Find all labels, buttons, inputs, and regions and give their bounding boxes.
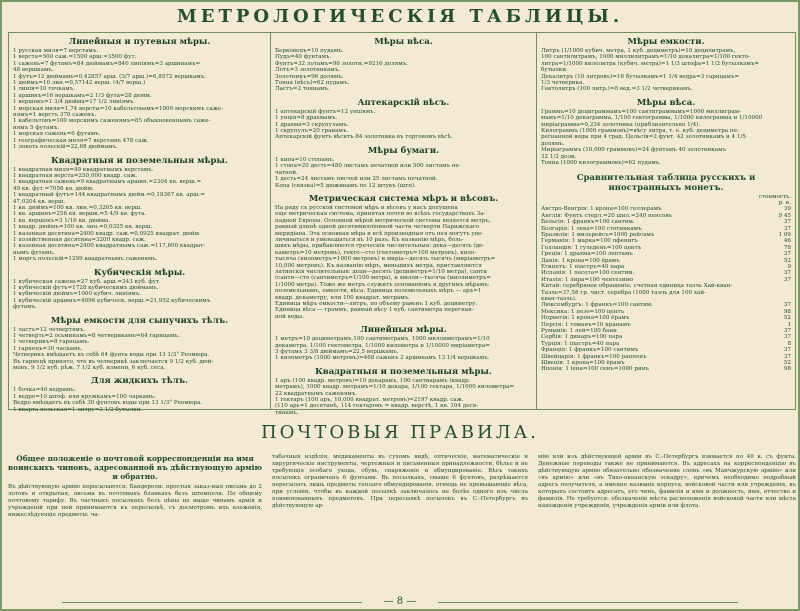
table-line: Граммъ=10 дециграммамъ=100 сантиграммамъ=1000 миллиграм-: [541, 108, 741, 115]
table-line: 1 кипа=10 стопамъ.: [275, 156, 335, 163]
table-line: 1 локоть польскій=22,68 дюймамъ.: [13, 144, 118, 151]
table-line: 1 стопа=20 десть=480 листамъ печатной или 500 листамъ не-: [275, 163, 461, 170]
table-line: 1 километръ (1000 метровъ)=468 саженъ 2 аршинамъ 13 1/4 вершкамъ.: [275, 355, 490, 362]
coin-value: 8: [787, 340, 791, 347]
postal-text-1: Въ дѣйствующую армію пересылаются: Бандероли: простыя заказ-ныя письма до 2 лотовъ и открытыя, письма въ почтовыхъ бланкахъ безъ штемпеля. По общему почтовому тарифу. Въ частныхъ посылкахъ безъ цѣны не выше чинамъ армія и учрежденій при ней принимаются къ пересылкѣ, съ досмотромъ ихъ вложенія, нижеслѣдующіе предметы: ча-: [8, 484, 262, 518]
coins-table-title: Сравнительная таблица русскихъ и иностранныхъ монетъ.: [576, 172, 756, 193]
table-line: чатной.: [275, 169, 298, 176]
table-line: Копа (связка)=5 дюжинамъ по 12 штукъ (штп).: [275, 182, 416, 189]
coin-label: Бельгія: 1 франкъ=100 сантим.: [541, 219, 635, 226]
section-title: Квадратныя и поземельныя мѣры.: [51, 155, 228, 166]
coin-value: 37: [783, 270, 791, 277]
table-line: 1 квадр. дюймъ=100 кв. лин.=0,0325 кв. верш.: [13, 224, 153, 231]
table-line: 1 гектаръ (100 аръ, 10,000 квадрат. метровъ)=2197 квадр. саж.: [275, 397, 464, 404]
table-line: падной Европы. Основной мѣрой метрической системы является метръ,: [275, 217, 491, 224]
coin-label: Франція: 1 франкъ=100 сантимъ: [541, 347, 639, 354]
section-title: Мѣры вѣса.: [636, 97, 696, 108]
coin-value: 37: [783, 328, 791, 335]
coin-label: Италія: 1 лира=100 чентезимо: [541, 276, 634, 283]
table-line: мовъ, 9 1/2 куб. рѣж. 7 1/2 куб. изменн, 6 куб. сеса.: [13, 365, 166, 372]
section-title: Кубическія мѣры.: [93, 267, 186, 278]
section-title: Метрическая система мѣръ и вѣсовъ.: [308, 193, 499, 204]
postal-rules-section: [8, 414, 796, 591]
table-line: (санти—сто (сантиметръ=1/100 метра), и милли—тысяча (миллиметръ=: [275, 275, 491, 282]
table-line: 1 кубическій дюймъ=1000 кубич. линіямъ.: [13, 291, 141, 298]
table-line: 1 географическая миля=7 верстамъ 478 саж.: [13, 137, 149, 144]
column-linear-measures: [9, 33, 271, 413]
postal-column-2: [272, 454, 528, 591]
table-line: 1 вершокъ=1 3/4 дюйма=17 1/2 линіямъ.: [13, 99, 135, 106]
table-line: 1 четверикъ=8 гарнцамъ.: [13, 339, 90, 346]
coin-value: 39: [783, 206, 791, 213]
table-line: 1 квадратная миля=49 квадратнымъ верстамъ.: [13, 166, 154, 173]
table-line: Литръ (1/1000 кубич. метра, 1 куб. дециметръ)=10 децилитрамъ,: [541, 48, 736, 54]
table-line: Въ гарнецѣ принято, что въ четверикѣ заключается 9 1/2 куб. дюй-: [13, 358, 214, 365]
table-line: 1 ведро=10 штоф. или кружкамъ=100 чаркамъ.: [13, 393, 156, 400]
section-title: Квадратныя и поземельныя мѣры.: [315, 366, 492, 377]
table-line: 1 бочка=40 ведрамъ.: [13, 387, 76, 394]
section-title: Линейныя мѣры.: [360, 325, 447, 336]
coin-value: 9: [787, 263, 791, 270]
coin-value: 37: [783, 334, 791, 341]
table-line: 1 квадратная верста=250,000 квадр. саж.: [13, 172, 138, 179]
coin-value: 78: [783, 244, 791, 251]
coin-value: 1: [787, 321, 791, 328]
coin-label: Сербія: 1 динаръ=100 пара: [541, 334, 623, 341]
column-capacity-coins: [537, 33, 795, 409]
table-line: Единица вѣса — граммъ, равный вѣсу 1 куб. сантиметра перегнан-: [275, 307, 474, 314]
coin-value: 9 45: [778, 212, 791, 219]
table-line: тинамъ.: [275, 409, 299, 416]
table-line: 1 скрупулъ=20 гранамъ.: [275, 128, 349, 135]
postal-text-3: мію или изъ дѣйствующей арміи въ С.-Петербургъ взимается по 40 к. съ фунта. Денежные переводы также не принимаются. Въ адресахъ на корреспонденцію въ дѣйствующую армію обязательно обозначение словъ «въ Манчжурскую армію» или «въ армію» или «въ Тихо-океанскую эскадру», причемъ необходимо подробный адресъ получателя, а именно названіе корпуса, войсковой части или учрежденія, въ которыхъ состоитъ адресатъ, его чинъ, фамилія и имя и должность, имя, отчество и фамилія. Не требуется: обозначеніе мѣста расположенія войсковой части или мѣста нахожденія учрежденія, учрежденія арміи или флота.: [538, 454, 796, 509]
table-line: 1 казенная десятина=2400 квадратнымъ саж.=117,600 квадрат-: [13, 243, 206, 250]
coin-label: Греція: 1 драхма=100 лептамъ: [541, 251, 633, 258]
section-spacer: [13, 151, 266, 154]
table-line: 1 гарнецъ=30 часкамъ.: [13, 345, 83, 352]
section-spacer: [13, 263, 266, 266]
table-line: 1 кубическая сажень=27 куб. арш.=343 куб. фут.: [13, 278, 161, 285]
table-line: 1 линія=10 точкамъ.: [13, 86, 75, 93]
coin-value: 52: [783, 360, 791, 367]
coin-label: Швейцарія: 1 франкъ=100 раппенъ: [541, 353, 647, 360]
table-line: 1 футъ=12 дюймамъ=0,42857 арш. (3/7 арш.)=6,8572 вершкамъ.: [13, 73, 206, 80]
coin-label: кван-таэль).: [541, 296, 577, 302]
table-line: 1 метръ=10 дециметрамъ,100 сантиметрамъ, 1000 миллиметрамъ=1/10: [275, 336, 490, 343]
coin-label: Болгарія: 1 лева=100 стотинкамъ: [541, 225, 642, 232]
table-line: 1 кв. аршинъ=256 кв. вершк.=5 4/9 кв. фута.: [13, 211, 147, 218]
coin-value: 98: [783, 366, 791, 373]
table-line: декаметра, 1/100 гектометра, 1/1000 километра и 1/10000 миріаметра=: [275, 342, 490, 349]
section-spacer: [275, 320, 532, 323]
table-line: Ластъ=2 тоннамъ.: [275, 86, 330, 93]
table-line: Ведро вмѣщаетъ въ себѣ 30 фунтовъ воды при 13 1/3° Реомюра.: [13, 400, 203, 407]
metrology-tables: [8, 32, 796, 416]
coin-label: Египетъ: 1 піастръ=40 пара: [541, 263, 625, 270]
table-line: меридіана. Эта основная мѣра и всѣ производныя отъ нея могутъ уве-: [275, 230, 484, 237]
section-title: Для жидкихъ тѣлъ.: [90, 376, 189, 387]
table-line: метрамъ), 1000 квадр. метрамъ=1/10 декара, 1/100 гектара, 1/1000 километра=: [275, 384, 515, 391]
table-line: 1 морская миля=1,74 версты=10 кабельтовамъ=1000 морскимъ саже-: [13, 105, 224, 112]
table-line: 1 дюймъ=10 лин.=0,57142 верш. (4/7 верш.): [13, 80, 146, 87]
table-line: 1 кв. дюймъ=100 кв. лин.=0,3265 кв. верш.: [13, 204, 142, 211]
section-title: Мѣры бумаги.: [367, 145, 440, 156]
section-spacer: [13, 311, 266, 314]
table-line: Пудъ=40 фунтамъ.: [275, 54, 332, 61]
postal-column-3: [538, 454, 796, 591]
coin-label: Турція: 1 піастръ=40 пара: [541, 340, 620, 347]
coin-label: Норвегія: 1 крона=100 ёрамъ: [541, 315, 630, 322]
table-line: Миріаграммъ (10,000 граммовъ)=24 фунтамъ 40 золотникамъ: [541, 147, 727, 154]
table-line: 1 кубическій футъ=1728 кубическимъ дюймамъ.: [13, 285, 159, 291]
table-line: 1 десть=24 листамъ писчей или 25 листамъ печатной.: [275, 176, 438, 183]
section-title: Мѣры вѣса.: [374, 37, 433, 47]
coin-label: Испанія: 1 песета=100 сентим.: [541, 270, 635, 277]
postal-text-2: табачныя издѣлія, медикаменты въ сухомъ видѣ, оптическіе, математическіе и хирургическіе инструменты, чертежныя и письменныя принадлежности, бѣлье и не требующія особаго ухода, обувь, снаряженіе и обмундированіе. Вѣсъ такихъ посылокъ ограниченъ 6 фунтами. Въ посылкахъ, свыше 6 фунтовъ, разрѣшается пересылать лишь предметы теплаго обмундированія, отнюдь не превышающіе вѣса, при условіи, чтобы въ каждой посылкѣ заключалось не болѣе одного изъ числа поименованныхъ предметовъ. При пересылкѣ посылокъ въ С.-Петербургъ въ дѣйствующую ар-: [272, 454, 528, 509]
table-line: 100 сантилитрамъ, 1000 миллилитрамъ=1/10 декалитра=1/100 гекто-: [541, 54, 750, 61]
page-title: МЕТРОЛОГИЧЕСКІЯ ТАБЛИЦЫ.: [176, 6, 624, 27]
table-line: поземельнымъ, емкости, вѣса. Единица поземельныхъ мѣръ — аръ=1: [275, 288, 482, 295]
coin-row: [541, 366, 791, 372]
table-line: ной воды.: [275, 313, 304, 320]
postal-title: ПОЧТОВЫЯ ПРАВИЛА.: [260, 422, 540, 443]
coins-list: [541, 206, 791, 373]
table-line: квадр. декаметру, или 100 квадрат. метрамъ.: [275, 294, 410, 301]
table-line: бутылки.: [541, 67, 568, 74]
coin-value: 37: [783, 276, 791, 283]
table-line: миріаграмма=0,234 золотника (приблизительно 1/4).: [541, 121, 701, 128]
postal-column-1: [8, 454, 262, 591]
coin-label: Таэль=37,58 гр. чист. серебра (1000 таэль для 100 хай-: [541, 289, 706, 296]
coins-header-label: стоимость.: [758, 193, 791, 200]
table-line: Золотникъ=96 долямъ.: [275, 73, 344, 80]
table-line: нямъ 5 футамъ.: [13, 124, 60, 131]
table-line: мамъ=1/10 декаграмма, 1/100 гектограмма, 1/1000 килограмма и 1/10000: [541, 115, 763, 122]
column-weights: [271, 33, 537, 416]
table-line: долямъ.: [541, 140, 565, 147]
table-line: 1 аръ (100 квадр. метровъ)=10 декарамъ, 100 сантиарамъ (квадр.: [275, 377, 471, 384]
table-line: 1 казенная десятина=2400 квадр. саж.=0,0925 квадрат. дюйм.: [13, 230, 201, 237]
coin-value: 37: [783, 353, 791, 360]
table-line: 1 драхма=3 скрупуламъ.: [275, 121, 349, 128]
coin-value: 1 09: [778, 231, 791, 238]
table-line: нымъ футамъ.: [13, 249, 55, 256]
coin-label: Мексика: 1 пезо=100 центъ: [541, 308, 625, 315]
section-spacer: [275, 362, 532, 365]
table-line: тысяча (километръ=1000 метровъ) и миріа—десять тысячъ (миріаметръ=: [275, 256, 496, 263]
table-line: Тонна (вѣсъ)=62 пудамъ.: [275, 80, 350, 87]
section-spacer: [275, 141, 532, 144]
section-spacer: [541, 93, 791, 96]
table-line: 1 сажень=7 футамъ=84 дюймамъ=840 линіямъ=3 аршинамъ=: [13, 60, 201, 67]
table-line: личиваться и уменьшаться въ 10 разъ. Къ названію мѣръ, боль-: [275, 236, 464, 243]
coin-label: Персія: 1 томанъ=10 кранамъ: [541, 321, 631, 328]
table-line: 1 морская сажень=6 футамъ.: [13, 131, 101, 138]
table-line: шихъ мѣры, прибавляются греческія числительныя: дека—десять (де-: [275, 243, 485, 250]
table-line: 48 вершкамъ.: [13, 67, 54, 74]
coin-label: Люксембургъ: 1 франкъ=100 сантим.: [541, 302, 653, 309]
table-line: 22 квадратнымъ саженямъ.: [275, 390, 358, 397]
table-line: Декалитръ (10 литровъ)=16 бутылкамъ=1 1/4 ведра=3 гарнцамъ=: [541, 73, 740, 80]
table-line: Аптекарскій фунтъ вѣситъ 84 золотника въ торговомъ вѣсѣ.: [275, 134, 453, 141]
table-line: нямъ=1 верстъ 370 саженъ.: [13, 112, 97, 119]
coin-value: 52: [783, 257, 791, 264]
coin-value: 37: [783, 219, 791, 226]
table-line: 1 унція=8 драхмамъ.: [275, 115, 338, 122]
coin-value: 37: [783, 251, 791, 258]
table-line: 1 хозяйственная десятина=3200 квадр. саж.: [13, 236, 146, 243]
table-line: 1 верста=500 саж.=1500 арш.=3500 фут.: [13, 54, 137, 61]
table-line: Килограммъ (1000 граммовъ)=вѣсу литра, т. е. куб. дециметра пе-: [541, 128, 739, 135]
coin-value: 46: [783, 238, 791, 245]
table-line: 47,0204 кв. верш.: [13, 198, 66, 205]
postal-columns: [8, 454, 796, 591]
postal-heading: Общее положеніе о почтовой корреспонденціи на имя воинскихъ чиновъ, адресованной въ дѣйствующую армію и обратно.: [8, 454, 262, 481]
coin-value: 98: [783, 308, 791, 315]
table-line: каметръ=10 метровъ), гекто—сто (гектометръ=100 метровъ), кило-: [275, 249, 477, 256]
table-line: Тонна (1000 килограммовъ)=62 пудамъ.: [541, 160, 661, 167]
table-line: 1 кв. вершокъ=3 1/16 кв. дюйма.: [13, 217, 111, 224]
table-line: футамъ.: [13, 304, 37, 311]
section-spacer: [275, 189, 532, 192]
table-line: 3 футамъ 3 3/8 дюймамъ=22,5 вершкамъ.: [275, 349, 399, 356]
coin-label: Японія: 1 іена=100 сенъ=1000 ринъ: [541, 366, 649, 373]
table-line: 1 квадратная сажень=9 квадратнымъ аршин.=2304 кв. верш.=: [13, 179, 202, 186]
table-line: 1/3 четверика.: [541, 80, 585, 87]
section-spacer: [13, 371, 266, 374]
coin-value: 52: [783, 315, 791, 322]
table-line: 1 четверть=2 осьминамъ=8 четверикамъ=64 гарнцамъ.: [13, 333, 180, 340]
table-line: 32 1/2 доли.: [541, 153, 577, 160]
coins-header-units: р. к.: [778, 199, 791, 206]
coin-label: Австро-Венгрія: 1 крона=100 геллерамъ: [541, 206, 662, 213]
coin-label: Швеція: 1 крона=100 ёрамъ: [541, 360, 625, 367]
coin-label: Голландія: 1 гульденъ=100 центъ: [541, 244, 642, 251]
table-line: 1 аршинъ=16 вершкамъ=2 1/3 фута=28 дюйм.: [13, 92, 152, 99]
table-line: 1 кубическій аршинъ=4096 кубическ. верш.=21,952 кубическимъ: [13, 297, 211, 304]
table-line: литра=1/1000 килолитра (кубич. метра)=1 1/3 штофа=1 1/2 бутылкамъ=: [541, 60, 759, 67]
coin-label: Германія: 1 марка=100 пфенигъ: [541, 238, 638, 245]
table-line: латинскія числительныя: деци—десять (дециметръ=1/10 метра), санти: [275, 268, 488, 275]
coin-label: Китай: серебряное обращеніе; счетная единица таэль Хай-кван-: [541, 283, 733, 290]
table-line: 1 кварта польская=1 литру=3 1/2 бутылки.: [13, 406, 143, 413]
section-title: Аптекарскій вѣсъ.: [357, 97, 450, 108]
table-line: 1 кабельтовъ=100 морскимъ саженямъ=85 обыкновеннымъ саже-: [13, 118, 211, 125]
table-line: 49 кв. фут.=7056 кв. дюйм.: [13, 185, 94, 192]
coin-label: Данія: 1 крона=100 ёрамъ: [541, 257, 620, 264]
table-line: 1 аптекарскій фунтъ=12 унціямъ.: [275, 108, 376, 115]
table-line: 1/1000 метра). Тоже же метръ служитъ основаніемъ и другимъ мѣрамъ:: [275, 281, 490, 288]
section-title: Мѣры емкости для сыпучихъ тѣлъ.: [50, 315, 229, 326]
table-line: еще метрическая система, принятая почти во всѣхъ государствахъ За-: [275, 211, 486, 218]
table-line: равный длинѣ одной десятимилліонной части четверти Парижскаго: [275, 224, 480, 231]
page-number: — 8 —: [383, 596, 417, 607]
coin-label: Бразилія: 1 мильрейсъ=1000 рейсамъ: [541, 231, 655, 238]
section-title: Мѣры емкости.: [627, 37, 705, 47]
table-line: Гектолитръ (100 литр.)=8 вед.=3 1/2 четверикамъ.: [541, 86, 693, 93]
section-spacer: [541, 167, 791, 170]
table-line: Лотъ=3 золотникамъ.: [275, 67, 341, 74]
table-line: (110 арь=1 десятинѣ, 114 гектаровъ = квадр. верстѣ, 1 кв. 104 деся-: [275, 403, 479, 410]
table-line: 1 ластъ=12 четвертямъ.: [13, 326, 86, 333]
table-line: регнанной воды при 4 град. Цельсія=2 фунт. 42 золотникамъ и 4 1/5: [541, 134, 746, 141]
coin-value: 37: [783, 347, 791, 354]
coin-value: 37: [783, 225, 791, 232]
coin-label: Англія: Фунтъ стерл.=20 шил.=240 пенсовъ: [541, 212, 672, 219]
table-line: На ряду съ русской системой мѣръ и вѣсовъ у насъ допущена: [275, 204, 458, 211]
table-line: Берковецъ=10 пудамъ.: [275, 48, 344, 54]
coin-label: Румынія: 1 лей=100 бани: [541, 328, 617, 335]
table-line: 1 моргъ польскій=1299 квадратнымъ саженямъ.: [13, 256, 158, 263]
section-title: Линейныя и путевыя мѣры.: [68, 37, 211, 47]
table-line: 1 квадратный футъ=144 квадратнымъ дюйм.=0,18367 кв. арш.=: [13, 192, 205, 199]
table-line: Единица мѣръ емкости—литръ, по объему равенъ 1 куб. дециметру.: [275, 301, 478, 307]
coin-value: 37: [783, 302, 791, 309]
section-spacer: [275, 93, 532, 96]
table-line: Четверикъ вмѣщаетъ въ себѣ 64 фунта воды при 13 1/3° Реомюра.: [13, 352, 210, 359]
table-line: 10,000 метровъ). Къ названію мѣръ, меньшихъ метра, приставляются: [275, 262, 482, 269]
table-line: Фунтъ=32 лотамъ=96 золотн.=9216 долямъ.: [275, 60, 408, 67]
table-line: 1 русская миля=7 верстамъ.: [13, 48, 99, 54]
